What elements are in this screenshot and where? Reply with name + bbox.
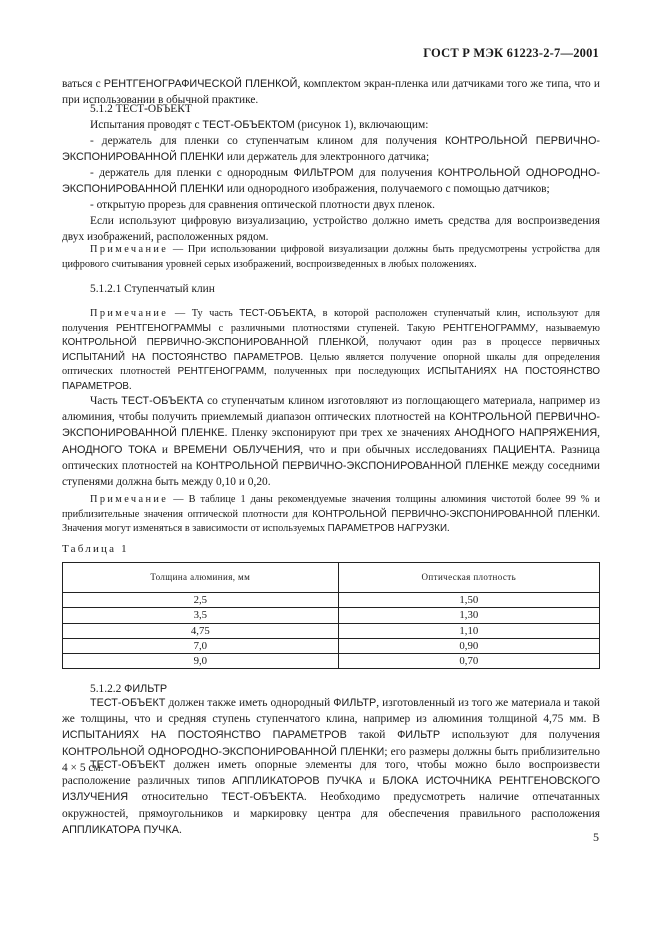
text-run: или однородного изображения, получаемого с помощью датчиков; — [223, 183, 550, 196]
standard-header: ГОСТ Р МЭК 61223-2-7—2001 — [423, 46, 599, 60]
text-run: . Целью является получение опорной шкалы для определения оптических плотностей — [62, 351, 600, 378]
text-run: с различными плотностями ступеней. Такую — [211, 322, 443, 334]
note-label: Примечание — [90, 494, 169, 505]
table-cell: 1,30 — [338, 608, 599, 623]
text-run: . Необходимо предусмотреть наличие отпечатанных окружностей, прямоугольников и маркировку центра для обеспечения правильного расположения — [62, 791, 600, 820]
table-cell: 2,5 — [63, 593, 339, 608]
text-run: и — [156, 443, 174, 456]
term: РЕНТГЕНОГРАММЫ — [115, 322, 212, 334]
section-heading-5-1-2-1: 5.1.2.1 Ступенчатый клин — [90, 283, 215, 295]
section-heading-5-1-2: 5.1.2 ТЕСТ-ОБЪЕКТ — [90, 103, 192, 115]
text-run: - держатель для пленки со ступенчатым клином для получения — [90, 135, 445, 147]
table-cell: 1,50 — [338, 593, 599, 608]
text-run: Испытания проводят с — [90, 119, 203, 131]
term: ТЕСТ-ОБЪЕКТОМ — [202, 119, 295, 131]
term: КОНТРОЛЬНОЙ ПЕРВИЧНО-ЭКСПОНИРОВАННОЙ ПЛЕНКЕ — [62, 411, 601, 440]
list-item-1 — [62, 133, 600, 165]
text-run: — В таблице 1 даны рекомендуемые значения толщины алюминия чистотой более 99 % и приблизительные значения оптической плотности для — [62, 494, 600, 520]
table-row — [63, 654, 600, 669]
term: РЕНТГЕНОГРАММ — [177, 366, 265, 378]
term: ТЕСТ-ОБЪЕКТА — [239, 308, 314, 319]
note-3 — [62, 493, 600, 537]
note-label: Примечание — [90, 308, 169, 319]
text-run: — Ту часть — [168, 308, 240, 319]
term: КОНТРОЛЬНОЙ ПЕРВИЧНО-ЭКСПОНИРОВАННОЙ ПЛЕНКИ — [312, 508, 598, 520]
term: ФИЛЬТР — [333, 697, 377, 709]
text-run: должен также иметь однородный — [165, 697, 334, 709]
column-header: Толщина алюминия, мм — [63, 563, 339, 593]
text-run: используют для получения — [440, 729, 600, 742]
term: ТЕСТ-ОБЪЕКТА — [121, 395, 204, 407]
term: РЕНТГЕНОГРАММУ — [442, 322, 536, 334]
text-run: , полученных при последующих — [264, 366, 428, 378]
term: КОНТРОЛЬНОЙ ПЕРВИЧНО-ЭКСПОНИРОВАННОЙ ПЛЕНКИ — [62, 135, 601, 164]
term: ТЕСТ-ОБЪЕКТ — [90, 697, 166, 709]
column-header: Оптическая плотность — [338, 563, 599, 593]
term: ПАЦИЕНТА — [492, 443, 553, 456]
term: ТЕСТ-ОБЪЕКТ — [90, 759, 166, 771]
text-run: . Разница оптических плотностей на — [62, 443, 600, 472]
table-cell: 0,70 — [338, 654, 599, 669]
text-run: . — [128, 380, 132, 392]
text-run: Часть — [90, 395, 122, 407]
paragraph-step-wedge — [62, 393, 600, 490]
note-2 — [62, 307, 600, 395]
term: ИСПЫТАНИЙ НА ПОСТОЯНСТВО ПАРАМЕТРОВ — [62, 351, 301, 363]
text-run: , — [597, 427, 600, 440]
text-run: , называемую — [535, 322, 600, 334]
term: ФИЛЬТР — [397, 729, 441, 742]
term: РЕНТГЕНОГРАФИЧЕСКОЙ ПЛЕНКОЙ — [103, 78, 298, 90]
paragraph-test-object — [62, 117, 600, 133]
text-run: должен иметь опорные элементы для того, чтобы можно было воспроизвести расположение различных типов — [62, 759, 600, 788]
text-run: - держатель для пленки с однородным — [90, 167, 294, 179]
table-cell: 3,5 — [63, 608, 339, 623]
list-item-2 — [62, 165, 600, 197]
term: АНОДНОГО ТОКА — [62, 443, 157, 456]
table-row — [63, 608, 600, 623]
text-run: (рисунок 1), включающим: — [294, 119, 429, 131]
text-run: 5.1.2.2 — [90, 683, 125, 695]
table-header-row — [63, 563, 600, 593]
term: АНОДНОГО НАПРЯЖЕНИЯ — [454, 427, 598, 440]
term: ВРЕМЕНИ ОБЛУЧЕНИЯ — [173, 443, 301, 456]
text-run: ваться с — [62, 78, 104, 90]
text-run: , получают один раз в процессе первичных — [365, 337, 601, 349]
term: КОНТРОЛЬНОЙ ОДНОРОДНО-ЭКСПОНИРОВАННОЙ ПЛЕНКИ — [62, 167, 601, 196]
term: БЛОКА ИСТОЧНИКА РЕНТГЕНОВСКОГО ИЗЛУЧЕНИЯ — [62, 775, 601, 804]
term: ТЕСТ-ОБЪЕКТА — [221, 791, 304, 804]
text-run: между соседними ступенями должна быть между 0,10 и 0,20. — [62, 459, 600, 489]
term: АППЛИКАТОРА ПУЧКА — [62, 823, 179, 836]
text-run: относительно — [128, 791, 222, 804]
text-run: , комплектом экран-пленка или датчиками того же типа, что и при использовании в обычной практике. — [62, 78, 600, 107]
aluminium-density-table — [62, 562, 600, 669]
text-run: . Пленку экспонируют при трех хе значениях — [224, 427, 455, 440]
table-cell: 4,75 — [63, 623, 339, 638]
term: ИСПЫТАНИЯХ НА ПОСТОЯНСТВО ПАРАМЕТРОВ — [62, 366, 600, 392]
text-run: . — [446, 523, 450, 535]
text-run: или держатель для электронного датчика; — [223, 151, 430, 164]
term: АППЛИКАТОРОВ ПУЧКА — [232, 775, 363, 788]
term: ИСПЫТАНИЯХ НА ПОСТОЯНСТВО ПАРАМЕТРОВ — [62, 729, 347, 742]
text-run: . — [178, 823, 182, 836]
text-run: и — [362, 775, 383, 788]
paragraph-reference-elements — [62, 757, 600, 838]
text-run: ; его размеры должны быть приблизительно 4 × 5 см. — [62, 745, 600, 774]
text-run: . Значения могут изменяться в зависимости от используемых — [62, 508, 600, 535]
table-row — [63, 623, 600, 638]
text-run: , изготовленный из того же материала и такой же толщины, что и средняя ступень ступенчатого клина, например из алюминия толщиной 4,75 мм. В — [62, 697, 600, 726]
note-1 — [62, 243, 600, 272]
text-run: для получения — [353, 167, 438, 179]
text-run: , что и при обычных исследованиях — [300, 443, 493, 456]
table-row — [63, 638, 600, 653]
text-run: со ступенчатым клином изготовляют из поглощающего материала, например из алюминия, чтобы получить приемлемый диапазон оптических плотностей на — [62, 395, 600, 424]
term: КОНТРОЛЬНОЙ ПЕРВИЧНО-ЭКСПОНИРОВАННОЙ ПЛЕНКОЙ — [62, 337, 366, 349]
table-cell: 9,0 — [63, 654, 339, 669]
term: КОНТРОЛЬНОЙ ПЕРВИЧНО-ЭКСПОНИРОВАННОЙ ПЛЕНКЕ — [195, 459, 509, 472]
table-cell: 1,10 — [338, 623, 599, 638]
term: ФИЛЬТРОМ — [293, 167, 354, 179]
table-row — [63, 593, 600, 608]
term: ФИЛЬТР — [124, 683, 168, 695]
table-cell: 0,90 — [338, 638, 599, 653]
table-cell: 7,0 — [63, 638, 339, 653]
list-item-3: - открытую прорезь для сравнения оптической плотности двух пленок. — [90, 199, 435, 211]
term: ПАРАМЕТРОВ НАГРУЗКИ — [327, 523, 447, 535]
text-run: такой — [346, 729, 398, 742]
page-number: 5 — [593, 830, 599, 844]
text-run: — При использовании цифровой визуализации должны быть предусмотрены устройства для цифрового считывания уровней серых изображений, воспроизведенных в любых положениях. — [62, 244, 600, 270]
table-caption: Таблица 1 — [62, 543, 129, 555]
term: КОНТРОЛЬНОЙ ОДНОРОДНО-ЭКСПОНИРОВАННОЙ ПЛЕНКИ — [62, 745, 385, 758]
text-run: , в которой расположен ступенчатый клин, используют для получения — [62, 308, 600, 334]
paragraph-digital: Если используют цифровую визуализацию, устройство должно иметь средства для воспроизведения двух изображений, расположенных рядом. — [62, 215, 600, 244]
note-label: Примечание — [90, 244, 169, 255]
